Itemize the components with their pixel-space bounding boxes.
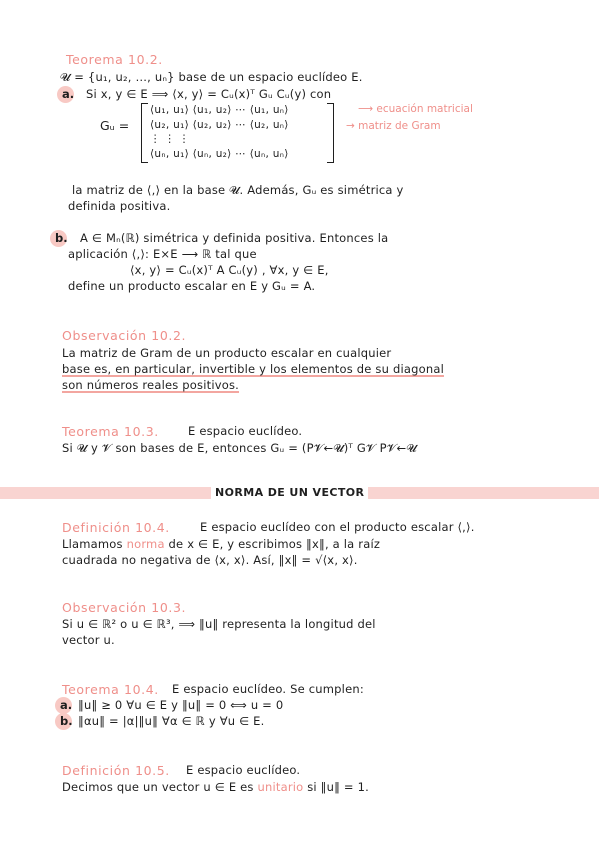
teorema-10-2-title: Teorema 10.2.: [66, 52, 163, 67]
teorema-10-2-after-line1: la matriz de ⟨,⟩ en la base 𝓤. Además, Gᵤ es simétrica y: [72, 183, 404, 197]
teorema-10-3-title: Teorema 10.3.: [62, 424, 159, 439]
definicion-10-4-line1: [62, 537, 380, 551]
part-b-line4: define un producto escalar en E y Gᵤ = A.: [68, 279, 316, 293]
part-b-line2: aplicación ⟨,⟩: E×E ⟶ ℝ tal que: [68, 247, 257, 261]
teorema-10-4-b-line: ‖αu‖ = |α|‖u‖ ∀α ∈ ℝ y ∀u ∈ E.: [78, 714, 265, 728]
annotation-ecuacion-matricial: ⟶ ecuación matricial: [358, 103, 473, 115]
definicion-10-5-line1: [62, 780, 369, 794]
norma-term: norma: [126, 537, 165, 551]
teorema-10-2-line1: 𝓤 = {u₁, u₂, …, uₙ} base de un espacio euclídeo E.: [60, 70, 363, 84]
teorema-10-2-after-line2: definida positiva.: [68, 199, 171, 213]
teorema-10-3-inline: E espacio euclídeo.: [188, 424, 303, 438]
definicion-10-4-inline: E espacio euclídeo con el producto escalar ⟨,⟩.: [200, 520, 475, 534]
teorema-10-4-b-label: b.: [60, 714, 73, 728]
definicion-10-5-line1-post: si ‖u‖ = 1.: [303, 780, 369, 794]
annotation-matriz-de-gram: → matriz de Gram: [346, 120, 441, 132]
observacion-10-2-title: Observación 10.2.: [62, 328, 187, 343]
part-b-line3: ⟨x, y⟩ = Cᵤ(x)ᵀ A Cᵤ(y) , ∀x, y ∈ E,: [130, 263, 329, 277]
matrix-right-bracket: [327, 103, 334, 163]
part-a-line: Si x, y ∈ E ⟹ ⟨x, y⟩ = Cᵤ(x)ᵀ Gᵤ Cᵤ(y) con: [86, 87, 332, 101]
teorema-10-4-a-label: a.: [60, 698, 73, 712]
teorema-10-3-line1: Si 𝓤 y 𝓥 son bases de E, entonces Gᵤ = (P𝓥←𝓤)ᵀ G𝓥 P𝓥←𝓤: [62, 441, 417, 455]
observacion-10-3-line2: vector u.: [62, 633, 115, 647]
definicion-10-5-line1-pre: Decimos que un vector u ∈ E es: [62, 780, 258, 794]
teorema-10-4-a-line: ‖u‖ ≥ 0 ∀u ∈ E y ‖u‖ = 0 ⟺ u = 0: [78, 698, 284, 712]
matrix-row-1: ⟨u₁, u₁⟩ ⟨u₁, u₂⟩ ⋯ ⟨u₁, uₙ⟩: [150, 104, 289, 116]
observacion-10-3-title: Observación 10.3.: [62, 600, 187, 615]
part-a-label: a.: [62, 87, 75, 101]
definicion-10-4-title: Definición 10.4.: [62, 520, 170, 535]
definicion-10-4-line1-post: de x ∈ E, y escribimos ‖x‖, a la raíz: [164, 537, 381, 551]
observacion-10-2-line1: La matriz de Gram de un producto escalar en cualquier: [62, 346, 392, 360]
observacion-10-2-line2: base es, en particular, invertible y los elementos de su diagonal: [62, 362, 444, 376]
definicion-10-4-line1-pre: Llamamos: [62, 537, 127, 551]
teorema-10-4-inline: E espacio euclídeo. Se cumplen:: [172, 682, 364, 696]
observacion-10-2-line3: son números reales positivos.: [62, 378, 240, 392]
part-b-label: b.: [55, 231, 68, 245]
section-header: NORMA DE UN VECTOR: [211, 486, 368, 499]
definicion-10-5-inline: E espacio euclídeo.: [186, 763, 301, 777]
definicion-10-4-line2: cuadrada no negativa de ⟨x, x⟩. Así, ‖x‖ = √⟨x, x⟩.: [62, 553, 358, 567]
part-b-line1: A ∈ Mₙ(ℝ) simétrica y definida positiva. Entonces la: [80, 231, 389, 245]
definicion-10-5-title: Definición 10.5.: [62, 763, 170, 778]
matrix-row-4: ⟨uₙ, u₁⟩ ⟨uₙ, u₂⟩ ⋯ ⟨uₙ, uₙ⟩: [150, 148, 289, 160]
teorema-10-4-title: Teorema 10.4.: [62, 682, 159, 697]
matrix-left-bracket: [141, 103, 148, 163]
observacion-10-3-line1: Si u ∈ ℝ² o u ∈ ℝ³, ⟹ ‖u‖ representa la longitud del: [62, 617, 376, 631]
matrix-row-2: ⟨u₂, u₁⟩ ⟨u₂, u₂⟩ ⋯ ⟨u₂, uₙ⟩: [150, 119, 289, 131]
unitario-term: unitario: [257, 780, 304, 794]
matrix-row-3: ⋮ ⋮ ⋮: [150, 133, 190, 145]
gram-matrix-label: Gᵤ =: [100, 118, 130, 133]
